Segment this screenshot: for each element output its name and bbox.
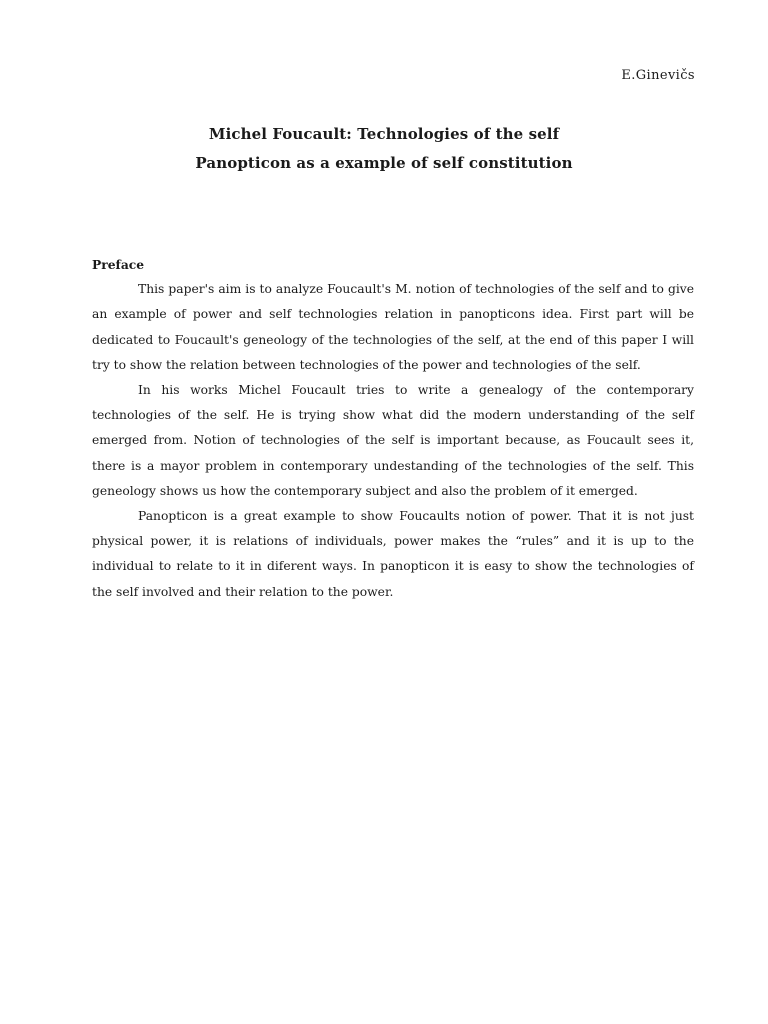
title-block bbox=[0, 120, 768, 178]
paragraph-3: Panopticon is a great example to show Foucaults notion of power. That it is not just physical power, it is relations of individuals, power makes the “rules” and it is up to the individual to relate to it in diferent ways. In panopticon it is easy to show the technologies of the self involved and their relation to the power. bbox=[92, 509, 694, 599]
document-body bbox=[92, 252, 694, 605]
paragraph-2: In his works Michel Foucault tries to write a genealogy of the contemporary technologies of the self. He is trying show what did the modern understanding of the self emerged from. Notion of technologies of the self is important because, as Foucault sees it, there is a mayor problem in contemporary undestanding of the technologies of the self. This geneology shows us how the contemporary subject and also the problem of it emerged. bbox=[92, 383, 694, 498]
author-name: E.Ginevičs bbox=[621, 68, 695, 83]
document-title: Michel Foucault: Technologies of the self bbox=[208, 125, 560, 143]
paragraph-1: This paper's aim is to analyze Foucault's M. notion of technologies of the self and to give an example of power and self technologies relation in panopticons idea. First part will be dedicated to Foucault's geneology of the technologies of the self, at the end of this paper I will try to show the relation between technologies of the power and technologies of the self. bbox=[92, 282, 694, 372]
section-heading-preface: Preface bbox=[92, 257, 145, 272]
document-subtitle: Panopticon as a example of self constitution bbox=[195, 154, 573, 172]
